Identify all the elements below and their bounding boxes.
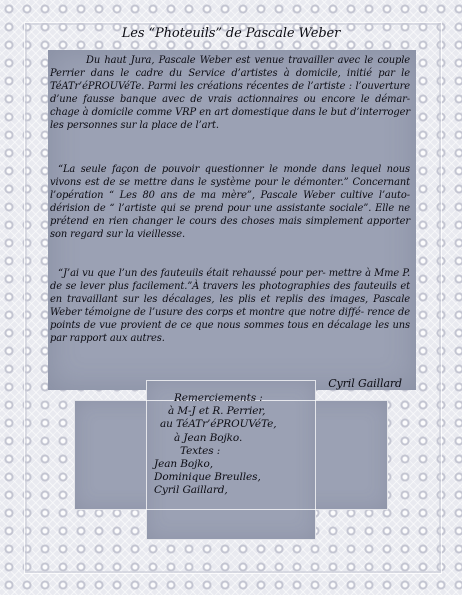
signature: Cyril Gaillard xyxy=(328,377,402,390)
credits-heading: Remerciements : xyxy=(174,392,263,404)
paragraph-text: Du haut Jura, Pascale Weber est venue travailler avec le couple Perrier dans le cadre du Service d’artistes à domicile, initié par le TéATr’éPROUVéTe. Parmi les créations récentes de l’artiste : l’ouverture d’une fausse banque avec de vrais actionnaires ou encore le démar- chage à domicile comme VRP en art domestique dans le but d’interroger les personnes sur la place de l’art. xyxy=(50,55,410,131)
credits-thanks-line: au TéATr’éPROUVéTe, xyxy=(160,418,277,431)
paragraph-intro xyxy=(50,55,410,132)
paragraph-text: “J’ai vu que l’un des fauteuils était rehaussé pour per- mettre à Mme P. de se lever plus facilement.”À travers les photographies des fauteuils et en travaillant sur les décalages, les plis et replis des images, Pascale Weber témoigne de l’usure des corps et montre que notre diffé- rence de points de vue provient de ce que nous sommes tous en décalage les uns par rapport aux autres. xyxy=(50,268,410,344)
credits-texts-heading: Textes : xyxy=(180,444,221,457)
credits-author: Dominique Breulles, xyxy=(154,471,261,484)
paragraph-quote xyxy=(50,164,410,241)
credits-block xyxy=(154,392,340,498)
paragraph-closing xyxy=(50,268,410,345)
credits-author: Jean Bojko, xyxy=(154,458,213,471)
credits-author: Cyril Gaillard, xyxy=(154,484,228,497)
credits-thanks-line: à Jean Bojko. xyxy=(174,431,243,444)
paragraph-text: “La seule façon de pouvoir questionner le monde dans lequel nous vivons est de se mettre dans le système pour le démonter.” Concernant l’opération “ Les 80 ans de ma mère”, Pascale Weber cultive l’auto-dérision de “ l’artiste qui se prend pour une assistante sociale”. Elle ne prétend en rien changer le cours des choses mais simplement apporter son regard sur la vieillesse. xyxy=(50,164,410,240)
credits-thanks-line: à M-J et R. Perrier, xyxy=(168,405,266,418)
page-title: Les “Photeuils” de Pascale Weber xyxy=(121,26,341,41)
